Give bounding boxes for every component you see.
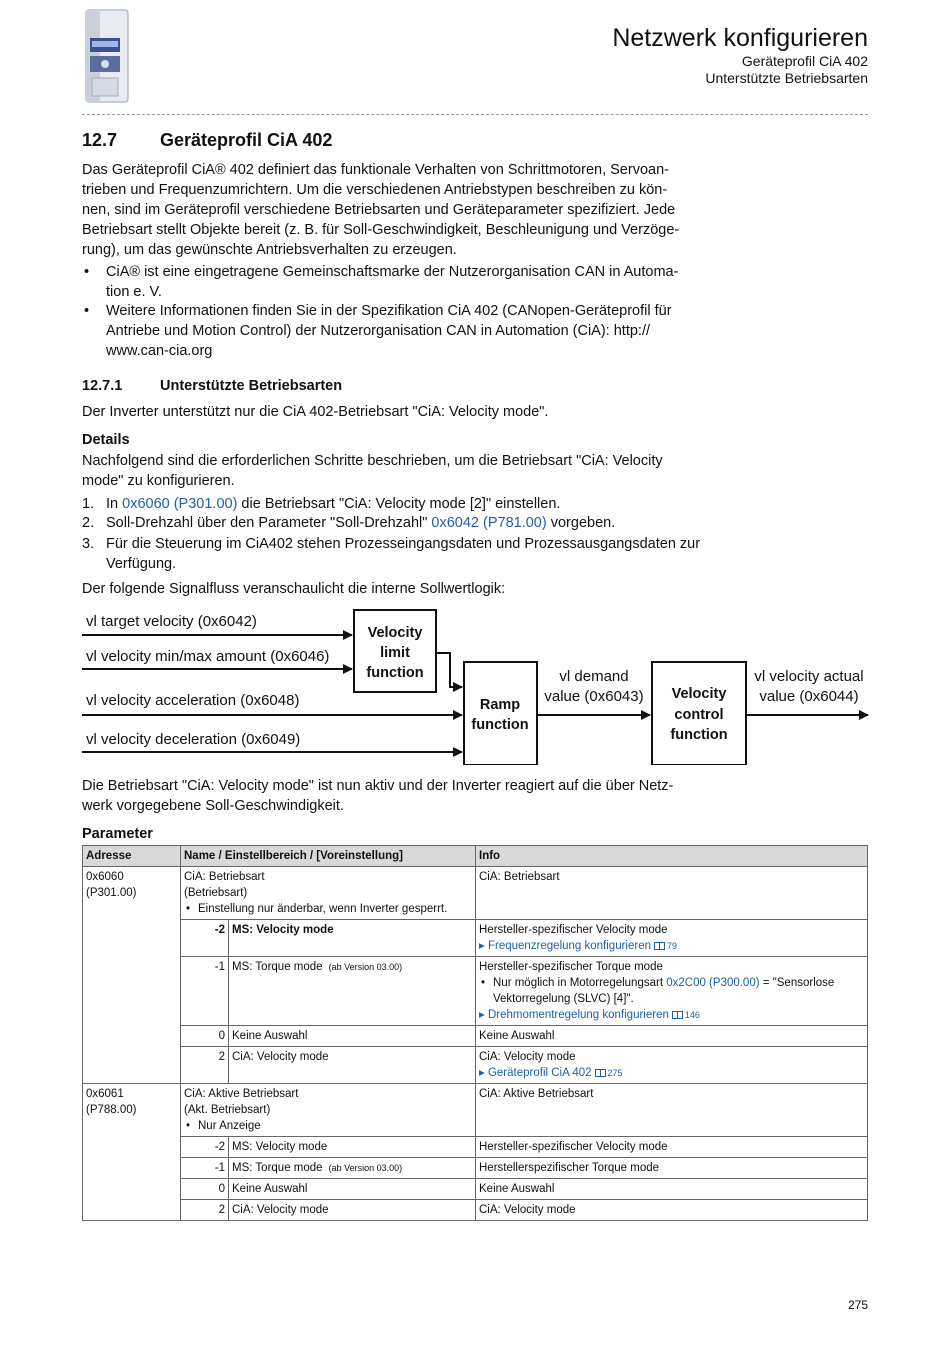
value-cell: -2 [181,1137,229,1158]
version-note: (ab Version 03.00) [328,962,403,972]
step-number: 3. [82,536,95,552]
details-line: mode" zu konfigurieren. [82,473,235,489]
column-header: Adresse [83,846,181,867]
table-row [83,1137,868,1158]
header-title: Netzwerk konfigurieren [612,24,868,52]
name-cell [181,1084,476,1137]
ramp-box-label: function [471,717,529,733]
details-heading: Details [82,432,130,448]
option-cell: Keine Auswahl [229,1179,476,1200]
ramp-function-box [464,662,537,765]
info-cell: Hersteller-spezifischer Velocity mode [476,1137,868,1158]
info-cell: Keine Auswahl [476,1026,868,1047]
bullet-line: tion e. V. [106,284,162,300]
control-box-label: Velocity [671,686,727,702]
input-label: vl velocity deceleration (0x6049) [86,731,301,748]
step-text-pre: Soll-Drehzahl über den Parameter "Soll-Drehzahl" [106,515,432,531]
param-name: (Akt. Betriebsart) [184,1104,271,1116]
info-text: CiA: Velocity mode [479,1051,576,1063]
option-cell: Keine Auswahl [229,1026,476,1047]
info-link[interactable] [479,1007,864,1023]
page-number: 275 [847,1298,868,1312]
link-text[interactable]: Drehmomentregelung konfigurieren [487,1009,669,1021]
link-text[interactable]: Geräteprofil CiA 402 [487,1067,592,1079]
step-line: Verfügung. [106,556,177,572]
version-note: (ab Version 03.00) [328,1163,403,1173]
control-box-label: control [674,707,724,723]
after-diagram-line: werk vorgegebene Soll-Geschwindigkeit. [82,798,344,814]
section-title: Geräteprofil CiA 402 [160,130,333,150]
step-item [82,494,722,514]
table-header-row [83,846,868,867]
option-cell [229,957,476,1026]
info-cell: CiA: Velocity mode [476,1200,868,1221]
subsection-text: Der Inverter unterstützt nur die CiA 402-Betriebsart "CiA: Velocity mode". [82,404,549,420]
param-name: CiA: Betriebsart [184,871,265,883]
bullet-line: Antriebe und Motion Control) der Nutzerorganisation CAN in Automation (CiA): http:// [106,323,651,339]
details-line: Nachfolgend sind die erforderlichen Schritte beschrieben, um die Betriebsart "CiA: Velocity [82,453,663,469]
parameter-table [82,845,868,1221]
option-cell: MS: Velocity mode [229,1137,476,1158]
table-row [83,867,868,920]
table-row [83,957,868,1026]
play-icon: ▸ [479,1067,488,1079]
play-icon: ▸ [479,1009,488,1021]
option-cell: CiA: Velocity mode [229,1200,476,1221]
info-cell: Keine Auswahl [476,1179,868,1200]
book-icon [595,1069,606,1077]
address-cell [83,867,181,1084]
info-cell: CiA: Betriebsart [476,867,868,920]
info-text: Hersteller-spezifischer Torque mode [479,961,663,973]
intro-line: rung), um das gewünschte Antriebsverhalten zu erzeugen. [82,242,457,258]
info-cell [476,1047,868,1084]
address-value: (P301.00) [86,887,137,899]
info-cell: Herstellerspezifischer Torque mode [476,1158,868,1179]
value-cell: -1 [181,957,229,1026]
step-number: 1. [82,496,95,512]
book-icon [654,942,665,950]
control-box-label: function [670,727,728,743]
value-cell: 2 [181,1200,229,1221]
details-paragraph [82,451,712,491]
option-cell: MS: Velocity mode [229,920,476,957]
step-text-pre: In [106,496,123,512]
actual-value-label: vl velocity actual [754,668,864,685]
address-value: 0x6061 [86,1088,124,1100]
bullet-text: Vektorregelung (SLVC) [4]". [493,993,634,1005]
table-row [83,1026,868,1047]
subsection-title: Unterstützte Betriebsarten [160,378,343,394]
header-subtitle-2: Unterstützte Betriebsarten [705,70,868,86]
table-row [83,1200,868,1221]
option-name: MS: Torque mode [232,961,323,973]
bullet-dot: • [84,303,90,319]
table-row [83,1084,868,1137]
step-item [82,534,722,574]
info-cell [476,920,868,957]
param-name: (Betriebsart) [184,887,248,899]
param-link[interactable]: 0x6042 (P781.00) [431,515,547,531]
page-ref: 275 [607,1068,623,1078]
column-header: Info [476,846,868,867]
play-icon: ▸ [479,940,488,952]
arrow-limit-to-ramp [436,653,462,687]
info-text: Hersteller-spezifischer Velocity mode [479,924,668,936]
table-row [83,1179,868,1200]
intro-line: Das Geräteprofil CiA® 402 definiert das funktionale Verhalten von Schrittmotoren, Servoan- [82,162,669,178]
info-cell: CiA: Aktive Betriebsart [476,1084,868,1137]
bullet-text: = "Sensorlose [759,977,835,989]
intro-line: Betriebsart stellt Objekte bereit (z. B. für Soll-Geschwindigkeit, Beschleunigung und Verzöge- [82,222,680,238]
input-label: vl velocity min/max amount (0x6046) [86,648,330,665]
value-cell: -1 [181,1158,229,1179]
info-link[interactable] [479,938,864,954]
table-row [83,1047,868,1084]
bullet-line: Weitere Informationen finden Sie in der Spezifikation CiA 402 (CANopen-Geräteprofil für [106,303,672,319]
info-link[interactable] [479,1065,864,1081]
value-cell: 0 [181,1179,229,1200]
signal-intro: Der folgende Signalfluss veranschaulicht die interne Sollwertlogik: [82,581,506,597]
section-number: 12.7 [82,130,118,150]
param-link[interactable]: 0x2C00 (P300.00) [666,977,760,989]
demand-value-label: value (0x6043) [544,688,644,705]
subsection-number: 12.7.1 [82,378,123,394]
link-text[interactable]: Frequenzregelung konfigurieren [487,940,651,952]
intro-line: nen, sind im Geräteprofil verschiedene Betriebsarten und Geräteparameter spezifiziert. Jede [82,202,676,218]
page-ref: 146 [684,1010,700,1020]
intro-line: trieben und Frequenzumrichtern. Um die verschiedenen Antriebstypen beschreiben zu kön- [82,182,668,198]
step-item [82,513,722,533]
bullet-item [82,262,712,302]
limit-box-label: function [366,665,424,681]
limit-box-label: Velocity [367,625,423,641]
after-diagram-line: Die Betriebsart "CiA: Velocity mode" ist nun aktiv und der Inverter reagiert auf die über Netz- [82,778,674,794]
demand-value-label: vl demand [559,668,629,685]
input-label: vl velocity acceleration (0x6048) [86,692,300,709]
book-icon [672,1011,683,1019]
info-bullet [479,975,864,1007]
step-text-post: die Betriebsart "CiA: Velocity mode [2]" einstellen. [237,496,561,512]
option-cell [229,1158,476,1179]
address-value: 0x6060 [86,871,124,883]
name-cell [181,867,476,920]
page-ref: 79 [667,941,678,951]
intro-paragraph [82,160,712,260]
param-link[interactable]: 0x6060 (P301.00) [122,496,238,512]
bullet-line: www.can-cia.org [106,343,213,359]
signal-flow-diagram [82,605,872,765]
header-subtitle-1: Geräteprofil CiA 402 [741,53,868,69]
input-label: vl target velocity (0x6042) [86,613,257,630]
step-number: 2. [82,515,95,531]
after-diagram-paragraph [82,776,712,816]
parameter-heading: Parameter [82,826,153,842]
param-name: CiA: Aktive Betriebsart [184,1088,299,1100]
bullet-text: Nur möglich in Motorregelungsart [493,977,667,989]
inverter-device-image [82,8,132,104]
bullet-dot: • [84,264,90,280]
actual-value-label: value (0x6044) [759,688,859,705]
step-text-post: vorgeben. [546,515,616,531]
option-cell: CiA: Velocity mode [229,1047,476,1084]
header-divider [82,114,868,115]
param-note: • Einstellung nur änderbar, wenn Inverter gesperrt. [184,901,472,917]
value-cell: 2 [181,1047,229,1084]
column-header: Name / Einstellbereich / [Voreinstellung] [181,846,476,867]
ramp-box-label: Ramp [479,697,521,713]
bullet-line: CiA® ist eine eingetragene Gemeinschaftsmarke der Nutzerorganisation CAN in Automa- [106,264,679,280]
table-row [83,920,868,957]
table-row [83,1158,868,1179]
value-cell: 0 [181,1026,229,1047]
subsection-heading [82,378,342,394]
option-name: MS: Torque mode [232,1162,323,1174]
address-cell [83,1084,181,1221]
value-cell: -2 [181,920,229,957]
limit-box-label: limit [380,645,410,661]
param-note: • Nur Anzeige [184,1118,472,1134]
step-line: Für die Steuerung im CiA402 stehen Prozesseingangsdaten und Prozessausgangsdaten zur [106,536,701,552]
bullet-item [82,301,712,361]
section-heading [82,130,332,151]
info-cell [476,957,868,1026]
address-value: (P788.00) [86,1104,137,1116]
